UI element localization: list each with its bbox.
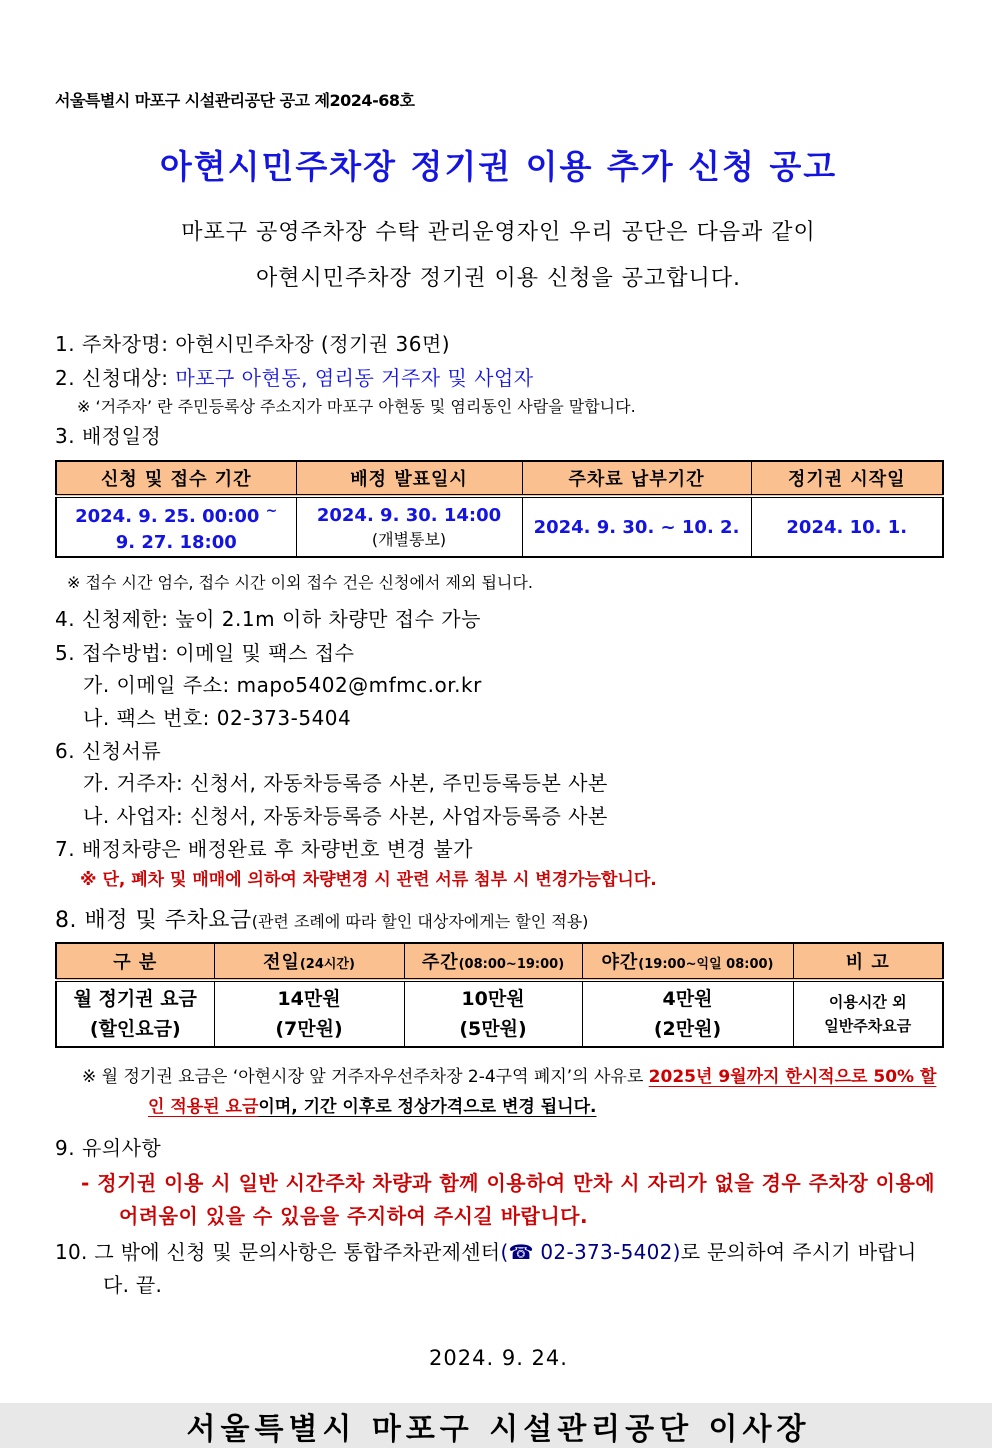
col-announce-datetime: 배정 발표일시 [296, 461, 522, 496]
contact-phone: (☎ 02-373-5402) [500, 1240, 681, 1264]
full-day-discount: (7만원) [275, 1018, 343, 1040]
eligibility-value: 마포구 아현동, 염리동 거주자 및 사업자 [175, 366, 534, 390]
item-cautions-heading: 9. 유의사항 [55, 1136, 162, 1160]
col-category: 구 분 [56, 943, 214, 980]
col-start-date: 정기권 시작일 [751, 461, 943, 496]
email-label: 가. 이메일 주소: [83, 673, 237, 697]
schedule-table-header-row [56, 461, 943, 496]
night-discount: (2만원) [653, 1018, 722, 1040]
apply-period-line2: 9. 27. 18:00 [115, 532, 237, 553]
col-daytime: 주간(08:00~19:00) [404, 943, 582, 980]
cell-night-fee [582, 980, 793, 1047]
vehicle-change-exception-note: ※ 단, 폐차 및 매매에 의하여 차량변경 시 관련 서류 첨부 시 변경가능합니다. [80, 870, 657, 890]
fee-heading-main: 8. 배정 및 주차요금 [55, 908, 252, 933]
sub-item-resident-docs: 가. 거주자: 신청서, 자동차등록증 사본, 주민등록등본 사본 [83, 771, 608, 795]
fee-note-prefix: ※ 월 정기권 요금은 ‘아현시장 앞 거주자우선주차장 2-4구역 폐지’의 사유로 [82, 1067, 649, 1087]
item-apply-method: 5. 접수방법: 이메일 및 팩스 접수 [55, 641, 355, 665]
cell-payment-period: 2024. 9. 30. ~ 10. 2. [522, 496, 751, 557]
apply-period-line1: 2024. 9. 25. 00:00 [75, 506, 266, 527]
remark-line1: 이용시간 외 [828, 993, 907, 1011]
item-contact [55, 1236, 942, 1302]
daytime-fee: 10만원 [461, 988, 525, 1010]
item-fee-heading [55, 903, 942, 934]
contact-suffix: 로 문의하여 주시기 바랍니다. 끝. [103, 1240, 917, 1297]
intro-paragraph [55, 210, 942, 302]
cautions-warning-text: - 정기권 이용 시 일반 시간주차 차량과 함께 이용하여 만차 시 자리가 없을 경우 주차장 이용에 어려움이 있을 수 있음을 주지하여 주시길 바랍니다. [81, 1171, 936, 1228]
cell-announce-datetime [296, 496, 522, 557]
night-fee: 4만원 [662, 988, 713, 1010]
sub-item-business-docs: 나. 사업자: 신청서, 자동차등록증 사본, 사업자등록증 사본 [83, 804, 608, 828]
fee-note-black-underlined: 이며, 기간 이후로 정상가격으로 변경 됩니다. [258, 1097, 597, 1117]
col-remark: 비 고 [793, 943, 943, 980]
schedule-table [55, 460, 944, 558]
fax-number: 02-373-5404 [216, 706, 352, 730]
cell-remark [793, 980, 943, 1047]
item-schedule-heading: 3. 배정일정 [55, 424, 162, 448]
item-documents: 6. 신청서류 [55, 739, 162, 763]
contact-prefix: 10. 그 밖에 신청 및 문의사항은 통합주차관제센터 [55, 1240, 501, 1264]
page-title: 아현시민주차장 정기권 이용 추가 신청 공고 [159, 147, 838, 186]
sub-item-email [55, 669, 942, 702]
col-apply-period: 신청 및 접수 기간 [56, 461, 296, 496]
schedule-table-data-row [56, 496, 943, 557]
fee-heading-parenthetical: (관련 조례에 따라 할인 대상자에게는 할인 적용) [251, 912, 589, 931]
announce-line2: (개별통보) [371, 530, 447, 549]
cell-start-date: 2024. 10. 1. [751, 496, 943, 557]
fee-label-line1: 월 정기권 요금 [73, 988, 197, 1010]
sub-item-fax [55, 702, 942, 735]
col-night: 야간(19:00~익일 08:00) [582, 943, 793, 980]
announce-line1: 2024. 9. 30. 14:00 [316, 505, 502, 526]
fee-label-line2: (할인요금) [89, 1018, 181, 1040]
daytime-discount: (5만원) [459, 1018, 527, 1040]
item-parking-lot-name: 1. 주차장명: 아현시민주차장 (정기권 36면) [55, 332, 451, 356]
fee-discount-note [55, 1062, 942, 1122]
item-restriction: 4. 신청제한: 높이 2.1m 이하 차량만 접수 가능 [55, 607, 481, 631]
announcement-date: 2024. 9. 24. [429, 1346, 568, 1370]
col-payment-period: 주차료 납부기간 [522, 461, 751, 496]
apply-period-tilde: ~ [265, 503, 278, 519]
fee-note-red-underlined: 2025년 9월까지 한시적으로 50% 할인 적용된 요금 [148, 1067, 937, 1117]
item-vehicle-change: 7. 배정차량은 배정완료 후 차량번호 변경 불가 [55, 837, 473, 861]
cell-apply-period [56, 496, 296, 557]
email-address: mapo5402@mfmc.or.kr [236, 673, 482, 697]
cell-daytime-fee [404, 980, 582, 1047]
cell-fee-label [56, 980, 214, 1047]
eligibility-label: 2. 신청대상: [55, 366, 176, 390]
notice-number: 서울특별시 마포구 시설관리공단 공고 제2024-68호 [55, 91, 415, 110]
fee-table-header-row [56, 943, 943, 980]
col-full-day: 전일(24시간) [214, 943, 404, 980]
intro-line-1: 마포구 공영주차장 수탁 관리운영자인 우리 공단은 다음과 같이 [181, 220, 816, 245]
fax-label: 나. 팩스 번호: [83, 706, 217, 730]
full-day-fee: 14만원 [277, 988, 341, 1010]
resident-definition-note: ※ ‘거주자’ 란 주민등록상 주소지가 마포구 아현동 및 염리동인 사람을 말합니다. [77, 397, 636, 416]
numbered-list [55, 328, 942, 1302]
fee-table [55, 942, 944, 1048]
issuer-signature: 서울특별시 마포구 시설관리공단 이사장 [186, 1412, 811, 1447]
item-eligibility [55, 362, 942, 394]
cell-full-day-fee [214, 980, 404, 1047]
schedule-table-note: ※ 접수 시간 엄수, 접수 시간 이외 접수 건은 신청에서 제외 됩니다. [67, 573, 533, 592]
fee-table-data-row [56, 980, 943, 1047]
intro-line-2: 아현시민주차장 정기권 이용 신청을 공고합니다. [255, 266, 741, 291]
remark-line2: 일반주차요금 [824, 1017, 912, 1035]
